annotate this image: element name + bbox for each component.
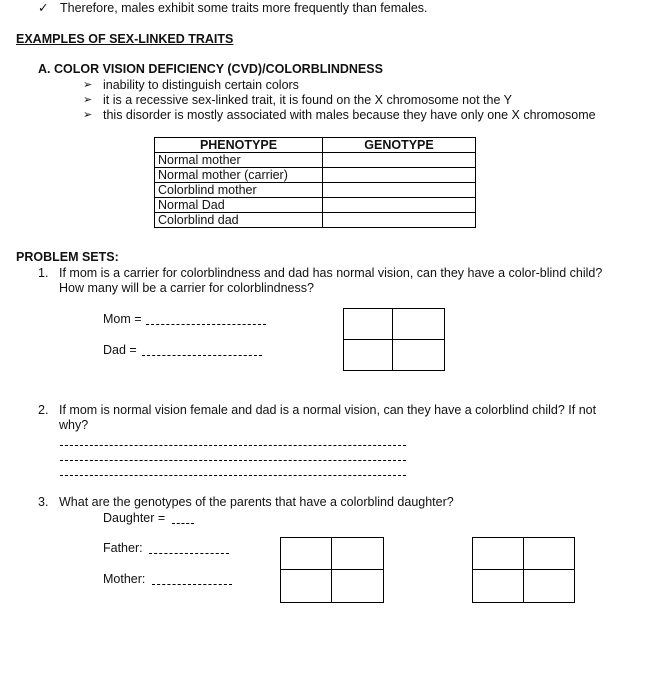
genotype-cell[interactable] bbox=[323, 183, 476, 198]
punnett-square[interactable] bbox=[280, 537, 384, 603]
phenotype-cell: Colorblind mother bbox=[155, 183, 323, 198]
table-header-phenotype: PHENOTYPE bbox=[155, 138, 323, 153]
problem-number: 3. bbox=[38, 495, 49, 509]
table-row bbox=[155, 198, 476, 213]
dad-label: Dad = bbox=[103, 343, 137, 357]
genotype-cell[interactable] bbox=[323, 153, 476, 168]
genotype-cell[interactable] bbox=[323, 213, 476, 228]
problem-3-text: What are the genotypes of the parents that have a colorblind daughter? bbox=[59, 495, 454, 509]
problem-sets-title: PROBLEM SETS: bbox=[16, 250, 119, 264]
check-icon: ✓ bbox=[38, 1, 49, 15]
mother-answer-line[interactable] bbox=[152, 584, 232, 585]
bullet-text: this disorder is mostly associated with males because they have only one X chromosome bbox=[103, 108, 596, 122]
punnett-square[interactable] bbox=[472, 537, 575, 603]
arrow-bullet-icon: ➢ bbox=[83, 109, 93, 121]
problem-2-text-line2: why? bbox=[59, 418, 89, 432]
phenotype-cell: Normal mother bbox=[155, 153, 323, 168]
section-title: EXAMPLES OF SEX-LINKED TRAITS bbox=[16, 32, 234, 46]
phenotype-cell: Normal Dad bbox=[155, 198, 323, 213]
intro-text: Therefore, males exhibit some traits more frequently than females. bbox=[60, 1, 428, 15]
mother-label: Mother: bbox=[103, 572, 146, 586]
problem-1-text: If mom is a carrier for colorblindness and dad has normal vision, can they have a color-blind child? bbox=[59, 266, 603, 280]
table-row bbox=[155, 153, 476, 168]
genotype-cell[interactable] bbox=[323, 168, 476, 183]
father-label: Father: bbox=[103, 541, 143, 555]
daughter-answer-line[interactable] bbox=[172, 523, 194, 524]
arrow-bullet-icon: ➢ bbox=[83, 94, 93, 106]
problem-number: 2. bbox=[38, 403, 49, 417]
problem-2-text: If mom is normal vision female and dad is a normal vision, can they have a colorblind child? If not bbox=[59, 403, 597, 417]
answer-line[interactable] bbox=[60, 445, 406, 446]
phenotype-genotype-table bbox=[154, 137, 476, 228]
problem-number: 1. bbox=[38, 266, 49, 280]
table-row bbox=[155, 183, 476, 198]
genotype-cell[interactable] bbox=[323, 198, 476, 213]
mom-answer-line[interactable] bbox=[146, 324, 266, 325]
mom-label: Mom = bbox=[103, 312, 142, 326]
problem-1-text-line2: How many will be a carrier for colorblindness? bbox=[59, 281, 314, 295]
father-answer-line[interactable] bbox=[149, 553, 229, 554]
dad-answer-line[interactable] bbox=[142, 355, 262, 356]
cvd-heading: A. COLOR VISION DEFICIENCY (CVD)/COLORBLINDNESS bbox=[38, 62, 383, 76]
punnett-square[interactable] bbox=[343, 308, 445, 371]
bullet-text: inability to distinguish certain colors bbox=[103, 78, 299, 92]
phenotype-cell: Normal mother (carrier) bbox=[155, 168, 323, 183]
arrow-bullet-icon: ➢ bbox=[83, 79, 93, 91]
table-row bbox=[155, 213, 476, 228]
table-header-genotype: GENOTYPE bbox=[323, 138, 476, 153]
answer-line[interactable] bbox=[60, 460, 406, 461]
table-row bbox=[155, 168, 476, 183]
phenotype-cell: Colorblind dad bbox=[155, 213, 323, 228]
answer-line[interactable] bbox=[60, 475, 406, 476]
bullet-text: it is a recessive sex-linked trait, it is found on the X chromosome not the Y bbox=[103, 93, 512, 107]
daughter-label: Daughter = bbox=[103, 511, 166, 525]
